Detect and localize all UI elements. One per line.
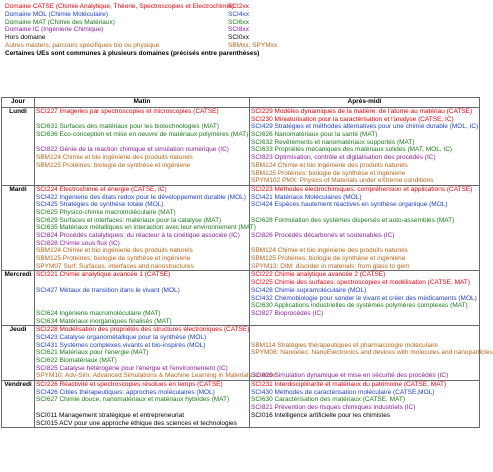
course-entry: SCI427 Métaux de transition dans le vivant (MOL) (36, 286, 180, 294)
course-entry: SPYM08: Nanoelec: NanoElectronics and devices with molecules and nanoparticles (251, 349, 493, 357)
empty-line (36, 295, 248, 303)
course-entry: SCI632 Revêtements et nanomatériaux supportés (MAT) (251, 138, 415, 146)
domain-legend (5, 3, 475, 58)
legend-domain-code: SCI0xx (228, 34, 249, 42)
legend-row (5, 11, 475, 19)
legend-row (5, 42, 475, 50)
legend-row (5, 19, 475, 27)
course-entry: SCI631 Surfaces des matériaux pour les biotechnologies (MAT) (36, 123, 220, 131)
course-entry: SCI228 Modélisation des propriétés des structures électroniques (CATSE) (36, 326, 250, 334)
morning-cell (35, 381, 250, 428)
course-entry: SBM125 Protéines: biologie de synthèse et ingénierie (251, 169, 406, 177)
table-row (2, 381, 480, 428)
course-entry: SCI229 Modèles dynamiques de la matière: de l'atome au matériau (CATSE) (251, 108, 473, 115)
header-day: Jour (2, 98, 35, 108)
course-entry: SCI624 Ingénierie macromoléculaire (MAT) (36, 309, 161, 317)
course-entry: SBM124 Chimie et bio ingénierie des produits naturels (36, 154, 193, 162)
course-entry: SCI630 Applications industrielles de systèmes polymères complexes (MAT) (251, 302, 468, 310)
course-entry: SCI625 Physico-chimie macromoléculaire (MAT) (36, 208, 176, 216)
course-entry: SCI423 Catalyse organométallique pour la synthèse (MOL) (36, 333, 207, 341)
day-label: Jeudi (2, 326, 35, 381)
course-entry: SCI230 Miniaturisation pour la caractérisation et l'analyse (CATSE, IC) (251, 115, 454, 123)
table-row (2, 185, 480, 271)
course-entry: SCI011 Management stratégique et entrepreneuriat (36, 411, 185, 419)
empty-line (251, 224, 478, 232)
legend-domain-code: SCI4xx (228, 10, 249, 18)
course-entry: SCI221 Chimie analytique avancée 1 (CATSE) (36, 271, 171, 279)
legend-domain-name: Domaine MOL (Chimie Moléculaire) (5, 10, 109, 18)
empty-line (251, 326, 478, 334)
course-entry: SCI823 Optimisation, contrôle et digitalisation des procédés (IC) (251, 154, 436, 162)
course-entry: SCI227 Imageries par spectroscopies et microscopies (CATSE) (36, 108, 219, 115)
empty-line (251, 365, 478, 373)
course-entry: SCI628 Formulation des systèmes dispersés et auto-assemblés (MAT) (251, 216, 455, 224)
course-entry: SCI231 Interdisciplinarité et matériaux du patrimoine (CATSE, MAT) (251, 381, 447, 389)
course-entry: SCI829 Simulation dynamique et mise en sécurité des procédés (IC) (251, 372, 449, 380)
legend-note: Certaines UEs sont communes à plusieurs domaines (précisés entre parenthèses) (5, 49, 260, 57)
afternoon-cell (250, 108, 480, 186)
course-entry: SCI425 Stratégies de synthèse totale (MOL) (36, 201, 164, 209)
day-label: Vendredi (2, 381, 35, 428)
course-entry: SCI222 Chimie analytique avancée 2 (CATSE) (251, 271, 386, 279)
course-entry: SCI626 Nanomatériaux pour la santé (MAT) (251, 131, 378, 139)
morning-cell (35, 108, 250, 186)
course-entry: SCI421 Matériaux Moléculaires (MOL) (251, 193, 362, 201)
morning-cell (35, 185, 256, 271)
course-entry: SCI827 Bioprocédés (IC) (251, 309, 324, 317)
empty-line (251, 209, 478, 217)
empty-line (36, 116, 248, 124)
course-entry: SCI016 Intelligence artificielle pour les chimistes (251, 411, 391, 419)
empty-line (36, 139, 248, 147)
course-entry: SCI621 Matériaux pour l'énergie (MAT) (36, 349, 149, 357)
afternoon-cell (250, 271, 480, 326)
empty-line (36, 279, 248, 287)
table-row (2, 271, 480, 326)
course-entry: SCI633 Propriétés mécaniques des matériaux solides (MAT, MOL, IC) (251, 146, 453, 154)
day-label: Mercredi (2, 271, 35, 326)
header-morning: Matin (35, 98, 250, 108)
legend-row (5, 3, 475, 11)
course-entry: SBM124 Chimie et bio ingénierie des produits naturels (251, 161, 408, 169)
afternoon-cell (250, 326, 493, 381)
schedule-table (1, 97, 493, 428)
table-row (2, 326, 480, 381)
morning-cell (35, 271, 250, 326)
header-afternoon: Après-midi (250, 98, 480, 108)
table-row (2, 108, 480, 186)
course-entry: SCI634 Matériaux inorganiques finalisés (MAT) (36, 317, 172, 325)
course-entry: SCI431 Systèmes complexes vivants et bio-inspirés (MOL) (36, 341, 206, 349)
legend-row (5, 26, 475, 34)
empty-line (36, 404, 248, 412)
course-entry: SBM125 Protéines: biologie de synthèse et ingénierie (251, 255, 406, 263)
course-entry: SPYM07 Surf: Surfaces, interfaces and nanostructures (36, 262, 194, 270)
course-entry: SCI430 Méthodes de caractérisation moléculaire (CATSE,MOL) (251, 388, 435, 396)
course-entry: SCI424 Espèces hautement réactives en synthèse organique (MOL) (251, 201, 448, 209)
empty-line (36, 302, 248, 310)
legend-domain-code: SCI8xx (228, 26, 249, 34)
course-entry: SCI828 Chimie sous flux (IC) (36, 239, 120, 247)
empty-line (251, 240, 478, 248)
course-entry: SCI821 Prévention des risques chimiques industriels (IC) (251, 404, 416, 412)
course-entry: SCI226 Réactivité et spectroscopies résolues en temps (CATSE) (36, 381, 223, 389)
legend-domain-code: SCI6xx (228, 18, 249, 26)
legend-domain-code: SBMxx, SPYMxx (228, 41, 278, 49)
course-entry: SCI636 Eco-conception et mise en oeuvre de matériaux polymères (MAT) (36, 131, 249, 139)
course-entry: SCI426 Cibles thérapeutiques: approches moléculaires (MOL) (36, 388, 215, 396)
course-entry: SBM124 Chimie et bio ingénierie des produits naturels (36, 247, 193, 255)
course-entry: SPYM10: Adv-Sim: Advanced Simulations & Machine Learning in Materials science (36, 372, 276, 380)
day-label: Lundi (2, 108, 35, 186)
course-entry: SCI822 Génie de la réaction chimique et simulation numérique (IC) (36, 146, 229, 154)
course-entry: SBM114 Stratégies thérapeutiques et pharmacologie moléculaire (251, 341, 439, 349)
table-header-row (2, 98, 480, 108)
legend-domain-name: Autres masters, parcours spécifiques bio ou physique (5, 41, 160, 49)
legend-domain-name: Domaine CATSE (Chimie Analytique, Théorie, Spectroscopies et Electrochimie) (5, 3, 234, 10)
course-entry: SCI824 Procédés catalytiques: du réacteur à la cinétique associée (IC) (36, 232, 240, 239)
afternoon-cell (250, 185, 480, 271)
course-entry: SCI627 Chimie douce, nanomatériaux et matériaux hybrides (MAT) (36, 396, 230, 404)
course-entry: SCI630 Caractérisation des matériaux (CATSE, MAT) (251, 396, 406, 404)
course-entry: SCI635 Matériaux métalliques en interaction avec leur environnement (MAT) (36, 224, 256, 232)
course-entry: SCI432 Chémobiologie pour sonder le vivant et créer des médicaments (MOL) (251, 294, 477, 302)
legend-domain-name: Domaine MAT (Chimie des Matériaux) (5, 18, 115, 26)
course-entry: SCI428 Chimie supramoléculaire (MOL) (251, 286, 367, 294)
course-entry: SBM125 Protéines: biologie de synthèse et ingénierie (36, 255, 191, 263)
course-entry: SCI622 Biomatériaux (MAT) (36, 357, 117, 364)
course-entry: SBM124 Chimie et bio ingénierie des produits naturels (251, 247, 408, 255)
legend-domain-code: SCI2xx (228, 3, 249, 10)
afternoon-cell (250, 381, 480, 428)
course-entry: SCI015 ACV pour une approche éthique des sciences et technologies (36, 419, 237, 427)
course-entry: SCI629 Surfaces et interfaces: matériaux pour la catalyse (MAT) (36, 216, 222, 224)
empty-line (251, 357, 478, 365)
legend-row (5, 34, 475, 42)
course-entry: SPYM13: DIM: disorder in materials: from glass to gem (251, 262, 410, 270)
legend-domain-name: Hors domaine (5, 34, 46, 42)
day-label: Mardi (2, 185, 35, 271)
course-entry: SCI223 Méthodes électrochimiques: compréhension et applications (CATSE) (251, 185, 473, 193)
empty-line (251, 334, 478, 342)
course-entry: SCI825 Catalyse hétérogène pour l'énergie et l'environnement (IC) (36, 364, 228, 372)
schedule-body (2, 108, 493, 428)
course-entry: SCI429 Stratégies et méthodes alternatives pour une chimie durable (MOL, IC) (251, 123, 479, 131)
course-entry: SCI826 Procédés décarbonés et soutenables (IC) (251, 232, 395, 239)
course-entry: SCI225 Chimie des surfaces: spectroscopies et modélisation (CATSE, MAT) (251, 279, 471, 287)
morning-cell (35, 326, 276, 381)
legend-domain-name: Domaine IC (Ingénierie Chimique) (5, 26, 104, 34)
course-entry: SPYM102 PMX: Physics of Materials under eXtreme conditions (251, 177, 434, 185)
course-entry: SBM125 Protéines: biologie de synthèse et ingénierie (36, 161, 191, 169)
course-entry: SCI224 Electrochimie et énergie (CATSE, IC) (36, 185, 167, 193)
course-entry: SCI422 Ingénierie des états redox pour le développement durable (MOL) (36, 193, 246, 201)
